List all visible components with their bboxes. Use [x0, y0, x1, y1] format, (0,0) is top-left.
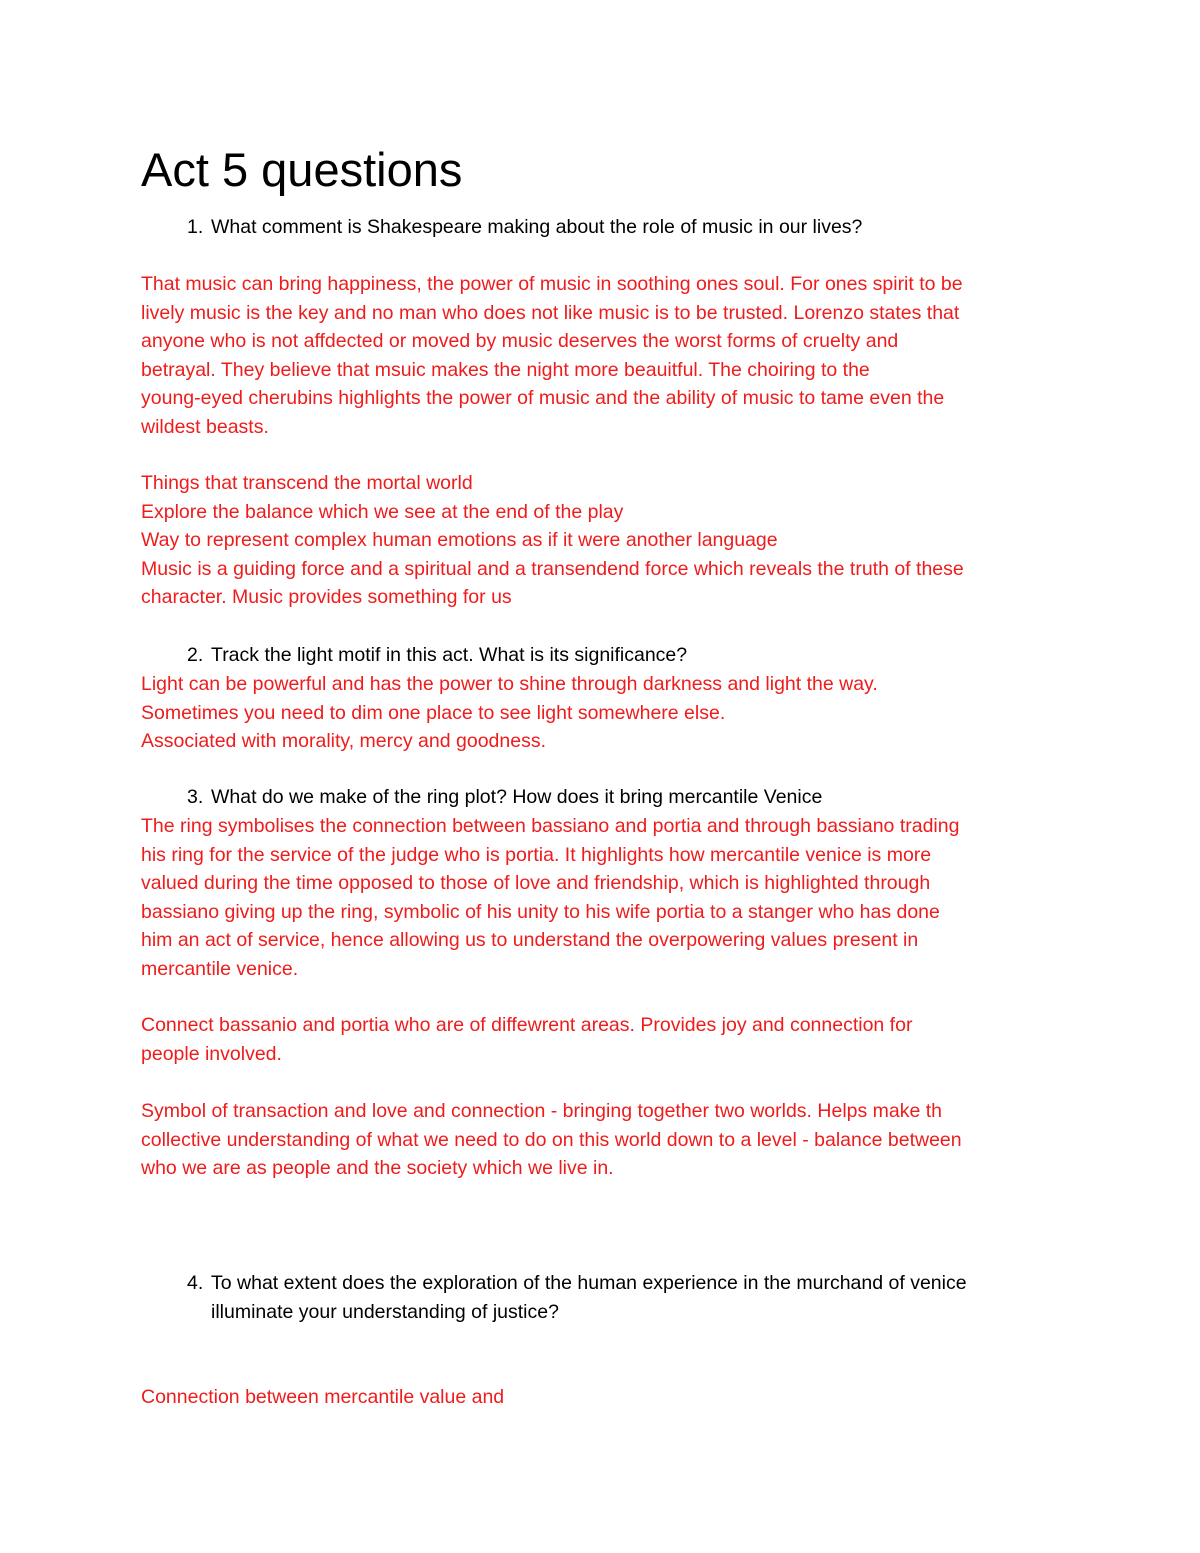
answer-block-3b	[141, 1011, 1071, 1068]
question-2	[141, 641, 1071, 670]
document-title: Act 5 questions	[141, 143, 463, 196]
question-4	[141, 1269, 1071, 1326]
answer-line: Explore the balance which we see at the end of the play	[141, 500, 624, 523]
question-3	[141, 783, 1071, 812]
answer-line: Sometimes you need to dim one place to see light somewhere else.	[141, 701, 726, 724]
answer-line: betrayal. They believe that msuic makes the night more beauitful. The choiring to the	[141, 358, 870, 381]
answer-line: Symbol of transaction and love and connection - bringing together two worlds. Helps make th	[141, 1100, 943, 1122]
answer-block-1b	[141, 469, 1071, 612]
answer-block-4	[141, 1383, 1071, 1412]
answer-line: who we are as people and the society which we live in.	[141, 1157, 614, 1179]
answer-line: Light can be powerful and has the power to shine through darkness and light the way.	[141, 673, 878, 695]
question-text: What do we make of the ring plot? How does it bring mercantile Venice	[211, 786, 823, 808]
answer-line: bassiano giving up the ring, symbolic of his unity to his wife portia to a stanger who has done	[141, 900, 940, 923]
answer-block-3c	[141, 1097, 1071, 1183]
answer-line: character. Music provides something for us	[141, 586, 512, 608]
answer-line: collective understanding of what we need to do on this world down to a level - balance between	[141, 1128, 962, 1151]
question-number: 4.	[187, 1272, 204, 1294]
answer-line: valued during the time opposed to those of love and friendship, which is highlighted through	[141, 872, 931, 894]
question-text	[211, 1269, 1071, 1326]
question-text: What comment is Shakespeare making about the role of music in our lives?	[211, 216, 863, 238]
answer-line: That music can bring happiness, the power of music in soothing ones soul. For ones spirit to be	[141, 273, 963, 295]
answer-line: him an act of service, hence allowing us to understand the overpowering values present in	[141, 929, 919, 951]
question-text-line: illuminate your understanding of justice?	[211, 1300, 559, 1323]
answer-block-2	[141, 670, 1071, 756]
answer-line: Things that transcend the mortal world	[141, 472, 473, 494]
answer-line: Connection between mercantile value and	[141, 1386, 505, 1408]
answer-line: Connect bassanio and portia who are of diffewrent areas. Provides joy and connection for	[141, 1014, 913, 1036]
answer-line: his ring for the service of the judge who is portia. It highlights how mercantile venice is more	[141, 843, 932, 866]
question-text-line: To what extent does the exploration of the human experience in the murchand of venice	[211, 1272, 967, 1294]
answer-line: lively music is the key and no man who does not like music is to be trusted. Lorenzo states that	[141, 301, 960, 324]
question-number: 2.	[187, 644, 204, 666]
answer-line: Music is a guiding force and a spiritual and a transendend force which reveals the truth of these	[141, 557, 964, 580]
answer-block-3a	[141, 812, 1071, 983]
answer-line: mercantile venice.	[141, 957, 299, 980]
answer-line: Associated with morality, mercy and goodness.	[141, 730, 546, 752]
answer-block-1a	[141, 270, 1071, 441]
answer-line: young-eyed cherubins highlights the power of music and the ability of music to tame even the	[141, 387, 945, 409]
question-number: 1.	[187, 216, 204, 238]
answer-line: anyone who is not affdected or moved by music deserves the worst forms of cruelty and	[141, 330, 899, 352]
answer-line: Way to represent complex human emotions as if it were another language	[141, 529, 778, 551]
answer-line: people involved.	[141, 1042, 282, 1065]
question-text: Track the light motif in this act. What is its significance?	[211, 644, 688, 666]
question-number: 3.	[187, 786, 204, 808]
question-1	[141, 213, 1071, 242]
answer-line: wildest beasts.	[141, 415, 269, 438]
answer-line: The ring symbolises the connection between bassiano and portia and through bassiano trading	[141, 815, 960, 837]
